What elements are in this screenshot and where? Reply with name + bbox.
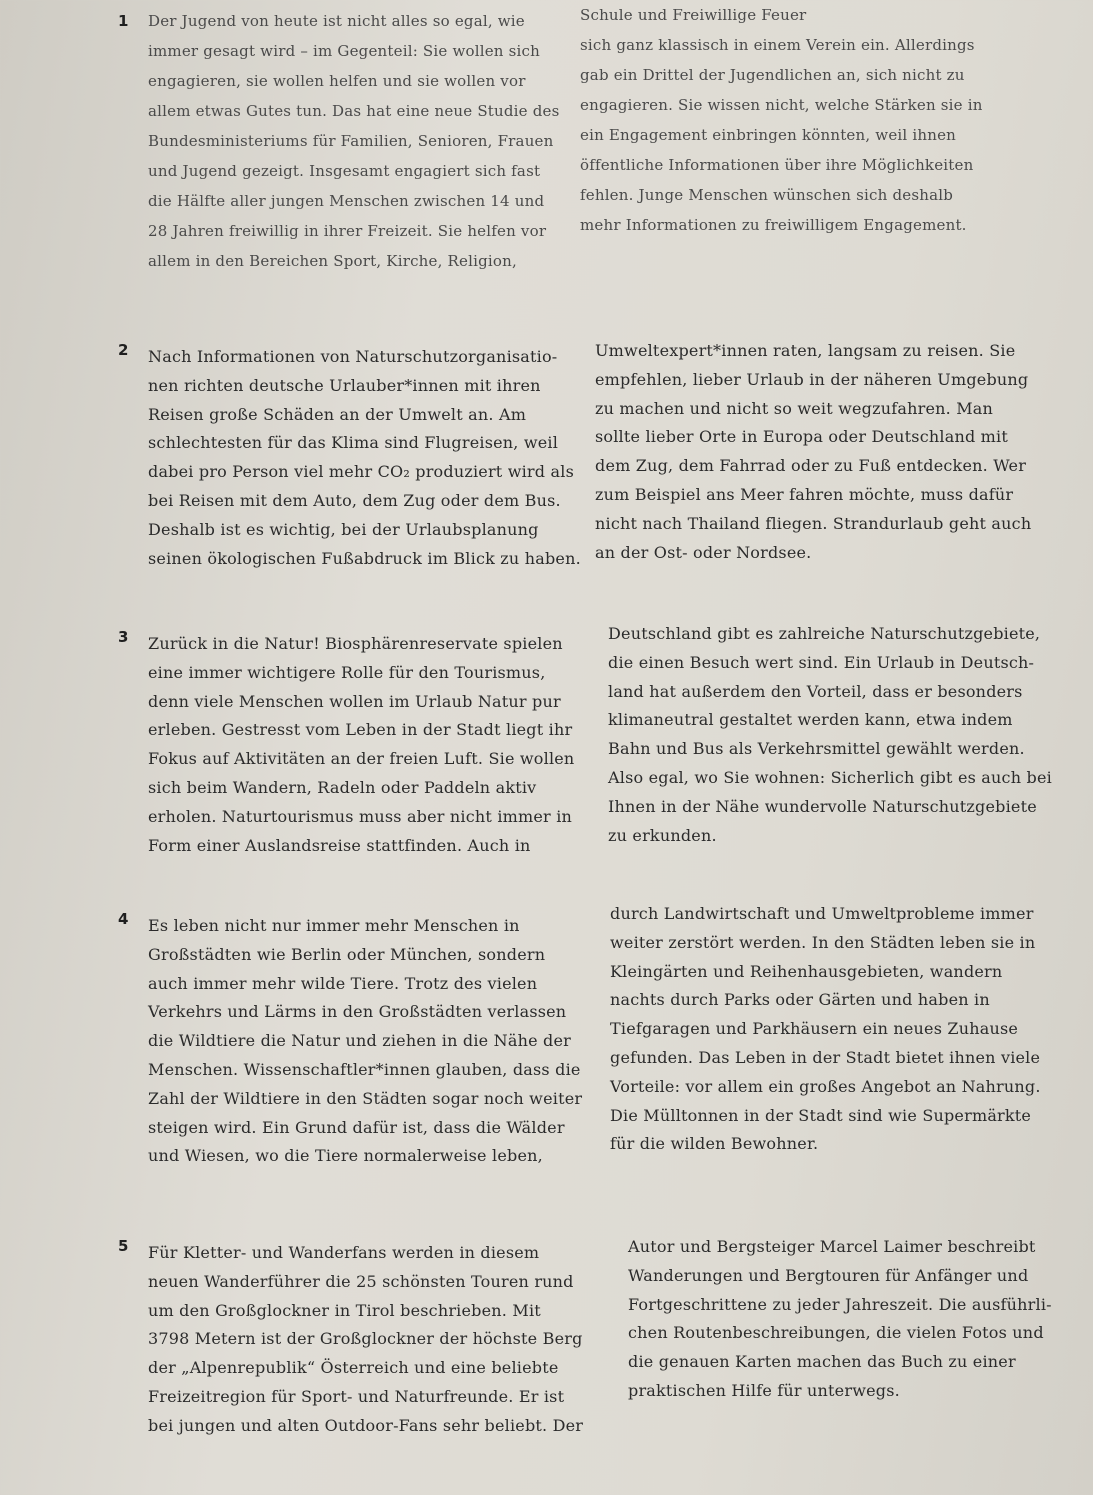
text-line: 3798 Metern ist der Großglockner der höchste Berg <box>148 1329 583 1349</box>
text-line: praktischen Hilfe für unterwegs. <box>628 1380 900 1400</box>
text-line: klimaneutral gestaltet werden kann, etwa indem <box>608 710 1013 730</box>
section-number: 3 <box>118 628 129 646</box>
text-line: an der Ost- oder Nordsee. <box>595 542 812 562</box>
text-line: Fokus auf Aktivitäten an der freien Luft. Sie wollen <box>148 749 575 769</box>
text-line: allem in den Bereichen Sport, Kirche, Religion, <box>148 252 517 270</box>
text-line: zum Beispiel ans Meer fahren möchte, muss dafür <box>595 484 1014 504</box>
text-line: schlechtesten für das Klima sind Flugreisen, weil <box>148 433 559 453</box>
text-line: allem etwas Gutes tun. Das hat eine neue Studie des <box>148 102 560 120</box>
text-line: zu machen und nicht so weit wegzufahren. Man <box>595 398 994 418</box>
text-line: gab ein Drittel der Jugendlichen an, sich nicht zu <box>580 66 965 84</box>
text-line: erleben. Gestresst vom Leben in der Stadt liegt ihr <box>148 720 573 740</box>
text-line: Die Mülltonnen in der Stadt sind wie Supermärkte <box>610 1105 1032 1125</box>
right-column <box>628 1233 1093 1406</box>
text-line: Bahn und Bus als Verkehrsmittel gewählt werden. <box>608 739 1025 759</box>
left-column <box>148 343 581 573</box>
text-line: für die wilden Bewohner. <box>610 1134 819 1154</box>
text-line: Fortgeschrittene zu jeder Jahreszeit. Die ausführli- <box>628 1294 1052 1314</box>
text-line: engagieren, sie wollen helfen und sie wollen vor <box>148 72 526 90</box>
text-line: der „Alpenrepublik“ Österreich und eine beliebte <box>148 1358 559 1378</box>
text-line: die genauen Karten machen das Buch zu einer <box>628 1352 1016 1372</box>
text-line: empfehlen, lieber Urlaub in der näheren Umgebung <box>595 369 1029 389</box>
text-line: Schule und Freiwillige Feuer <box>580 6 807 24</box>
text-line: weiter zerstört werden. In den Städten leben sie in <box>610 932 1036 952</box>
text-line: die Hälfte aller jungen Menschen zwischen 14 und <box>148 192 545 210</box>
text-line: Kleingärten und Reihenhausgebieten, wandern <box>610 961 1003 981</box>
text-line: sich ganz klassisch in einem Verein ein. Allerdings <box>580 36 975 54</box>
text-line: Umweltexpert*innen raten, langsam zu reisen. Sie <box>595 341 1016 360</box>
text-line: und Jugend gezeigt. Insgesamt engagiert sich fast <box>148 162 541 180</box>
right-column <box>595 337 1065 567</box>
text-line: um den Großglockner in Tirol beschrieben. Mit <box>148 1300 541 1320</box>
text-line: Verkehrs und Lärms in den Großstädten verlassen <box>148 1002 567 1022</box>
text-line: Also egal, wo Sie wohnen: Sicherlich gibt es auch bei <box>608 767 1052 787</box>
left-column <box>148 1239 584 1441</box>
text-line: Tiefgaragen und Parkhäusern ein neues Zuhause <box>610 1019 1019 1039</box>
text-line: dabei pro Person viel mehr CO₂ produziert wird als <box>148 462 574 482</box>
text-line: die Wildtiere die Natur und ziehen in die Nähe der <box>148 1031 571 1051</box>
text-line: und Wiesen, wo die Tiere normalerweise leben, <box>148 1146 543 1166</box>
text-line: fehlen. Junge Menschen wünschen sich deshalb <box>580 186 954 204</box>
text-line: sollte lieber Orte in Europa oder Deutschland mit <box>595 427 1008 447</box>
text-line: erholen. Naturtourismus muss aber nicht immer in <box>148 806 573 826</box>
section-number: 2 <box>118 341 129 359</box>
text-line: Ihnen in der Nähe wundervolle Naturschutzgebiete <box>608 796 1037 816</box>
text-line: Autor und Bergsteiger Marcel Laimer beschreibt <box>628 1237 1036 1256</box>
text-line: engagieren. Sie wissen nicht, welche Stärken sie in <box>580 96 983 114</box>
text-line: nen richten deutsche Urlauber*innen mit ihren <box>148 375 541 395</box>
text-line: chen Routenbeschreibungen, die vielen Fotos und <box>628 1323 1044 1343</box>
left-column <box>148 630 578 860</box>
text-line: öffentliche Informationen über ihre Möglichkeiten <box>580 156 974 174</box>
text-line: Zurück in die Natur! Biosphärenreservate spielen <box>148 634 563 653</box>
left-column <box>148 6 578 276</box>
text-line: ein Engagement einbringen könnten, weil ihnen <box>580 126 957 144</box>
text-line: Es leben nicht nur immer mehr Menschen in <box>148 916 520 935</box>
section-number: 4 <box>118 910 129 928</box>
text-line: Nach Informationen von Naturschutzorganisatio- <box>148 347 558 366</box>
right-column <box>580 0 1050 240</box>
text-line: nicht nach Thailand fliegen. Strandurlaub geht auch <box>595 513 1032 533</box>
text-line: Freizeitregion für Sport- und Naturfreunde. Er ist <box>148 1386 565 1406</box>
text-line: Reisen große Schäden an der Umwelt an. Am <box>148 404 527 424</box>
text-line: immer gesagt wird – im Gegenteil: Sie wollen sich <box>148 42 540 60</box>
section-number: 1 <box>118 12 129 30</box>
text-line: land hat außerdem den Vorteil, dass er besonders <box>608 681 1023 701</box>
section-number: 5 <box>118 1237 129 1255</box>
text-line: gefunden. Das Leben in der Stadt bietet ihnen viele <box>610 1047 1041 1067</box>
text-line: Deutschland gibt es zahlreiche Naturschutzgebiete, <box>608 624 1041 643</box>
text-line: denn viele Menschen wollen im Urlaub Natur pur <box>148 691 561 711</box>
text-line: Für Kletter- und Wanderfans werden in diesem <box>148 1243 540 1262</box>
text-line: neuen Wanderführer die 25 schönsten Touren rund <box>148 1271 574 1291</box>
text-line: nachts durch Parks oder Gärten und haben in <box>610 990 990 1010</box>
text-line: durch Landwirtschaft und Umweltprobleme immer <box>610 904 1034 923</box>
text-line: Deshalb ist es wichtig, bei der Urlaubsplanung <box>148 519 539 539</box>
right-column <box>608 620 1078 850</box>
text-line: Menschen. Wissenschaftler*innen glauben, dass die <box>148 1059 581 1079</box>
text-line: bei jungen und alten Outdoor-Fans sehr beliebt. Der <box>148 1415 584 1435</box>
text-line: zu erkunden. <box>608 825 717 845</box>
text-line: seinen ökologischen Fußabdruck im Blick zu haben. <box>148 548 581 568</box>
text-line: 28 Jahren freiwillig in ihrer Freizeit. Sie helfen vor <box>148 222 547 240</box>
text-line: bei Reisen mit dem Auto, dem Zug oder dem Bus. <box>148 490 561 510</box>
text-line: Bundesministeriums für Familien, Senioren, Frauen <box>148 132 554 150</box>
text-line: Form einer Auslandsreise stattfinden. Auch in <box>148 835 531 855</box>
text-line: Zahl der Wildtiere in den Städten sogar noch weiter <box>148 1088 583 1108</box>
text-line: Vorteile: vor allem ein großes Angebot an Nahrung. <box>610 1076 1041 1096</box>
text-line: Der Jugend von heute ist nicht alles so egal, wie <box>148 12 525 30</box>
text-line: sich beim Wandern, Radeln oder Paddeln aktiv <box>148 777 537 797</box>
left-column <box>148 912 583 1171</box>
right-column <box>610 900 1080 1159</box>
text-line: Wanderungen und Bergtouren für Anfänger und <box>628 1265 1029 1285</box>
text-line: steigen wird. Ein Grund dafür ist, dass die Wälder <box>148 1117 565 1137</box>
text-line: dem Zug, dem Fahrrad oder zu Fuß entdecken. Wer <box>595 456 1027 476</box>
text-line: mehr Informationen zu freiwilligem Engagement. <box>580 216 967 234</box>
text-line: auch immer mehr wilde Tiere. Trotz des vielen <box>148 973 538 993</box>
text-line: Großstädten wie Berlin oder München, sondern <box>148 944 546 964</box>
text-line: eine immer wichtigere Rolle für den Tourismus, <box>148 662 546 682</box>
text-line: die einen Besuch wert sind. Ein Urlaub in Deutsch- <box>608 652 1035 672</box>
